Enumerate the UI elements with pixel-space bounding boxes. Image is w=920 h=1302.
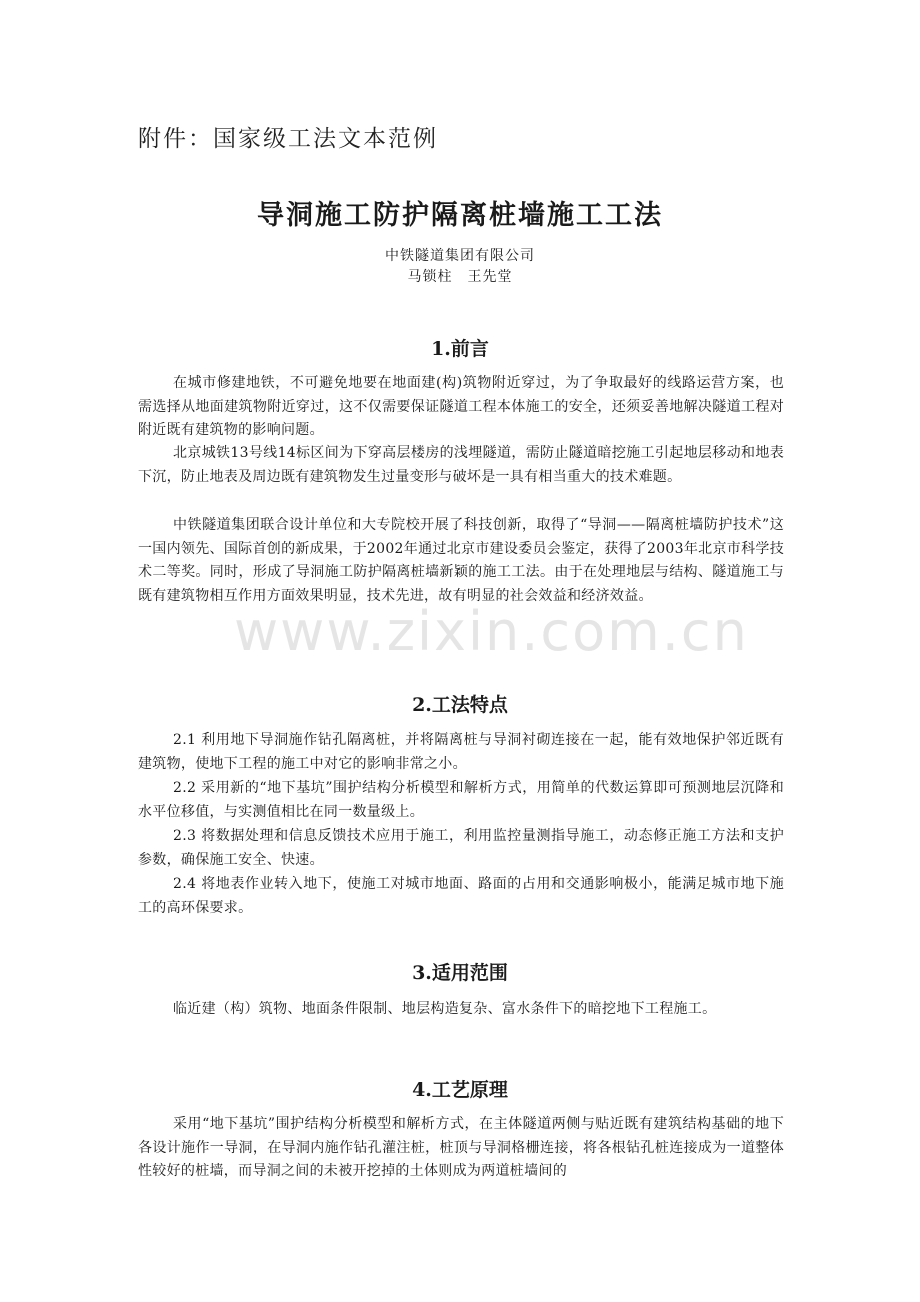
paragraph: 北京城铁13号线14标区间为下穿高层楼房的浅埋隧道，需防止隧道暗挖施工引起地层移动和地表下沉，防止地表及周边既有建筑物发生过量变形与破坏是一具有相当重大的技术难题。 — [138, 445, 784, 485]
watermark: www.zixin.com.cn — [234, 600, 749, 663]
paragraph: 中铁隧道集团联合设计单位和大专院校开展了科技创新，取得了“导洞——隔离桩墙防护技术”这一国内领先、国际首创的新成果，于2002年通过北京市建设委员会鉴定，获得了2003年北京市科学技术二等奖。同时，形成了导洞施工防护隔离桩墙新颖的施工工法。由于在处理地层与结构、隧道施工与既有建筑物相互作用方面效果明显，技术先进，故有明显的社会效益和经济效益。 — [138, 517, 784, 604]
paragraph: 2.1 利用地下导洞施作钻孔隔离桩，并将隔离桩与导洞衬砌连接在一起，能有效地保护邻近既有建筑物，使地下工程的施工中对它的影响非常之小。 — [138, 732, 784, 772]
attachment-label: 附件：国家级工法文本范例 — [138, 126, 438, 152]
section-heading-4: 4.工艺原理 — [412, 1079, 508, 1101]
section-heading-1: 1.前言 — [431, 338, 489, 360]
document-title: 导洞施工防护隔离桩墙施工工法 — [257, 200, 663, 231]
section-heading-3: 3.适用范围 — [412, 962, 508, 984]
paragraph: 2.2 采用新的“地下基坑”围护结构分析模型和解析方式，用简单的代数运算即可预测地层沉降和水平位移值，与实测值相比在同一数量级上。 — [138, 780, 784, 820]
organization: 中铁隧道集团有限公司 — [385, 248, 535, 264]
section-heading-2: 2.工法特点 — [412, 694, 508, 716]
paragraph: 2.4 将地表作业转入地下，使施工对城市地面、路面的占用和交通影响极小，能满足城市地下施工的高环保要求。 — [138, 876, 784, 916]
paragraph: 采用“地下基坑”围护结构分析模型和解析方式，在主体隧道两侧与贴近既有建筑结构基础的地下各设计施作一导洞，在导洞内施作钻孔灌注桩，桩顶与导洞格栅连接，将各根钻孔桩连接成为一道整体性较好的桩墙，而导洞之间的未被开挖掉的土体则成为两道桩墙间的 — [138, 1116, 784, 1179]
author-block — [0, 246, 920, 288]
paragraph: 临近建（构）筑物、地面条件限制、地层构造复杂、富水条件下的暗挖地下工程施工。 — [173, 1001, 717, 1017]
paragraph: 2.3 将数据处理和信息反馈技术应用于施工，利用监控量测指导施工，动态修正施工方法和支护参数，确保施工安全、快速。 — [138, 828, 784, 868]
paragraph: 在城市修建地铁，不可避免地要在地面建(构)筑物附近穿过，为了争取最好的线路运营方案，也需选择从地面建筑物附近穿过，这不仅需要保证隧道工程本体施工的安全，还须妥善地解决隧道工程对附近既有建筑物的影响问题。 — [138, 375, 784, 438]
authors: 马锁柱 王先堂 — [407, 269, 513, 285]
